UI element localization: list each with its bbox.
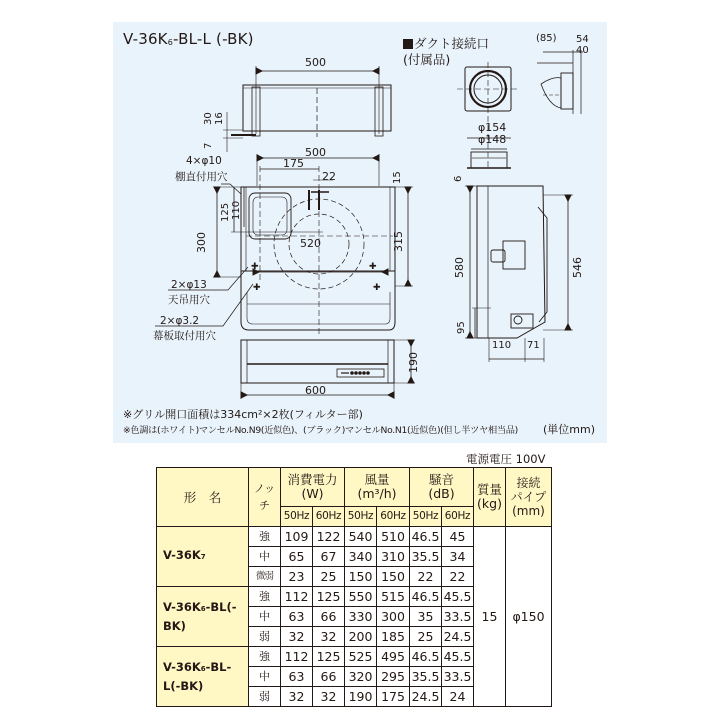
technical-drawing xyxy=(113,22,607,443)
cell: 35.5 xyxy=(410,667,442,687)
bottom-view xyxy=(241,340,415,399)
dim-side-71: 71 xyxy=(527,340,540,351)
dim-front-500: 500 xyxy=(305,146,326,159)
header-airflow: 風量 (m³/h) xyxy=(345,468,410,507)
header-airflow-60hz: 60Hz xyxy=(377,507,410,527)
cell: 185 xyxy=(377,627,410,647)
cell: 540 xyxy=(345,527,377,547)
cell: 510 xyxy=(377,527,410,547)
dim-front-520: 520 xyxy=(300,237,321,250)
header-power: 消費電力 (W) xyxy=(281,468,345,507)
cell: 295 xyxy=(377,667,410,687)
cell: 125 xyxy=(313,647,345,667)
header-mass: 質量 (kg) xyxy=(474,468,506,527)
notch-cell: 中 xyxy=(249,607,281,627)
cell: 33.5 xyxy=(442,607,474,627)
callout-shelf-holes: 4×φ10 xyxy=(186,155,222,167)
unit-label: (単位mm) xyxy=(543,423,596,436)
cell: 32 xyxy=(281,687,313,707)
model-v36k7: V-36K7 xyxy=(157,527,249,587)
notch-cell: 弱 xyxy=(249,687,281,707)
notch-cell: 弱 xyxy=(249,627,281,647)
spec-table xyxy=(156,467,552,707)
notch-cell: 中 xyxy=(249,547,281,567)
cell: 150 xyxy=(377,567,410,587)
svg-text:✚: ✚ xyxy=(253,283,261,293)
cell: 67 xyxy=(313,547,345,567)
dim-front-175: 175 xyxy=(283,157,304,170)
cell: 66 xyxy=(313,607,345,627)
cell: 122 xyxy=(313,527,345,547)
dim-front-15: 15 xyxy=(392,171,403,184)
callout-ceiling-holes: 2×φ13 xyxy=(171,279,207,291)
cell: 190 xyxy=(345,687,377,707)
dim-side-546: 546 xyxy=(571,257,584,278)
cell: 175 xyxy=(377,687,410,707)
cell: 23 xyxy=(281,567,313,587)
cell: 515 xyxy=(377,587,410,607)
note-grille-area: ※グリル開口面積は334cm²×2枚(フィルター部) xyxy=(123,408,363,421)
mass-value: 15 xyxy=(474,527,506,707)
dim-duct-154: φ154 xyxy=(478,121,507,134)
dim-side-110: 110 xyxy=(492,340,512,351)
cell: 25 xyxy=(313,567,345,587)
cell: 320 xyxy=(345,667,377,687)
dim-front-125: 125 xyxy=(220,202,231,222)
model-v36k6-bl: V-36K6-BL(-BK) xyxy=(157,587,249,647)
cell: 112 xyxy=(281,647,313,667)
cell: 63 xyxy=(281,667,313,687)
header-airflow-50hz: 50Hz xyxy=(345,507,377,527)
header-pipe: 接続 パイプ (mm) xyxy=(506,468,552,527)
cell: 32 xyxy=(313,687,345,707)
callout-panel-holes-label: 幕板取付用穴 xyxy=(153,330,216,342)
cell: 46.5 xyxy=(410,527,442,547)
cell: 24 xyxy=(442,687,474,707)
svg-text:✚: ✚ xyxy=(369,262,377,272)
dim-top-7: 7 xyxy=(203,142,214,149)
dim-bottom-600: 600 xyxy=(305,384,326,397)
cell: 550 xyxy=(345,587,377,607)
dim-side-6: 6 xyxy=(453,175,464,182)
cell: 46.5 xyxy=(410,647,442,667)
svg-text:✚: ✚ xyxy=(373,283,381,293)
pipe-value: φ150 xyxy=(506,527,552,707)
cell: 150 xyxy=(345,567,377,587)
top-view xyxy=(223,66,391,152)
drawing-panel xyxy=(113,22,607,443)
cell: 495 xyxy=(377,647,410,667)
cell: 45.5 xyxy=(442,647,474,667)
dim-duct-148: φ148 xyxy=(478,133,507,146)
dim-front-110: 110 xyxy=(231,200,242,220)
notch-cell: 微弱 xyxy=(249,567,281,587)
header-row xyxy=(157,468,552,507)
cell: 25 xyxy=(410,627,442,647)
cell: 22 xyxy=(410,567,442,587)
cell: 300 xyxy=(377,607,410,627)
callout-panel-holes: 2×φ3.2 xyxy=(160,315,200,327)
duct-adapter-view xyxy=(457,50,583,170)
header-power-60hz: 60Hz xyxy=(313,507,345,527)
cell: 45 xyxy=(442,527,474,547)
cell: 65 xyxy=(281,547,313,567)
note-color: ※色調は(ホワイト)マンセルNo.N9(近似色)、(ブラック)マンセルNo.N1(近似色)(但し半ツヤ相当品) xyxy=(123,425,518,436)
dim-front-300: 300 xyxy=(195,232,208,253)
dim-bottom-190: 190 xyxy=(407,352,420,373)
svg-text:✚: ✚ xyxy=(251,262,259,272)
notch-cell: 強 xyxy=(249,647,281,667)
cell: 35.5 xyxy=(410,547,442,567)
cell: 340 xyxy=(345,547,377,567)
header-model: 形 名 xyxy=(157,468,249,527)
cell: 32 xyxy=(313,627,345,647)
square-bullet-icon xyxy=(403,39,413,49)
cell: 22 xyxy=(442,567,474,587)
cell: 525 xyxy=(345,647,377,667)
cell: 125 xyxy=(313,587,345,607)
dim-top-500: 500 xyxy=(305,56,326,69)
dim-top-30: 30 xyxy=(203,112,214,125)
cell: 200 xyxy=(345,627,377,647)
header-notch: ノッチ xyxy=(249,468,281,527)
model-v36k6-bl-l: V-36K6-BL-L(-BK) xyxy=(157,647,249,707)
cell: 46.5 xyxy=(410,587,442,607)
cell: 35 xyxy=(410,607,442,627)
cell: 112 xyxy=(281,587,313,607)
dim-front-315: 315 xyxy=(392,231,405,252)
header-noise: 騒音 (dB) xyxy=(410,468,474,507)
header-power-50hz: 50Hz xyxy=(281,507,313,527)
cell: 24.5 xyxy=(410,687,442,707)
dim-front-22: 22 xyxy=(322,170,336,183)
cell: 330 xyxy=(345,607,377,627)
cell: 32 xyxy=(281,627,313,647)
dim-duct-40: 40 xyxy=(576,45,589,56)
dim-side-95: 95 xyxy=(456,321,467,334)
duct-section-title: ダクト接続口 (付属品) xyxy=(403,36,490,67)
dim-top-16: 16 xyxy=(214,112,225,125)
cell: 310 xyxy=(377,547,410,567)
drawing-title: $V-36K_6-BL-L$ (-BK) xyxy=(123,30,254,48)
header-noise-60hz: 60Hz xyxy=(442,507,474,527)
notch-cell: 中 xyxy=(249,667,281,687)
cell: 45.5 xyxy=(442,587,474,607)
notch-cell: 強 xyxy=(249,527,281,547)
cell: 34 xyxy=(442,547,474,567)
dim-duct-54: 54 xyxy=(576,34,589,45)
cell: 109 xyxy=(281,527,313,547)
notch-cell: 強 xyxy=(249,587,281,607)
table-row xyxy=(157,527,552,547)
dim-duct-85: (85) xyxy=(536,33,557,44)
cell: 24.5 xyxy=(442,627,474,647)
power-voltage: 電源電圧 100V xyxy=(466,452,546,466)
dim-side-580: 580 xyxy=(453,257,466,278)
cell: 66 xyxy=(313,667,345,687)
side-view xyxy=(465,186,573,362)
cell: 33.5 xyxy=(442,667,474,687)
header-noise-50hz: 50Hz xyxy=(410,507,442,527)
cell: 63 xyxy=(281,607,313,627)
callout-shelf-holes-label: 棚直付用穴 xyxy=(175,171,228,183)
callout-ceiling-holes-label: 天吊用穴 xyxy=(168,294,210,306)
